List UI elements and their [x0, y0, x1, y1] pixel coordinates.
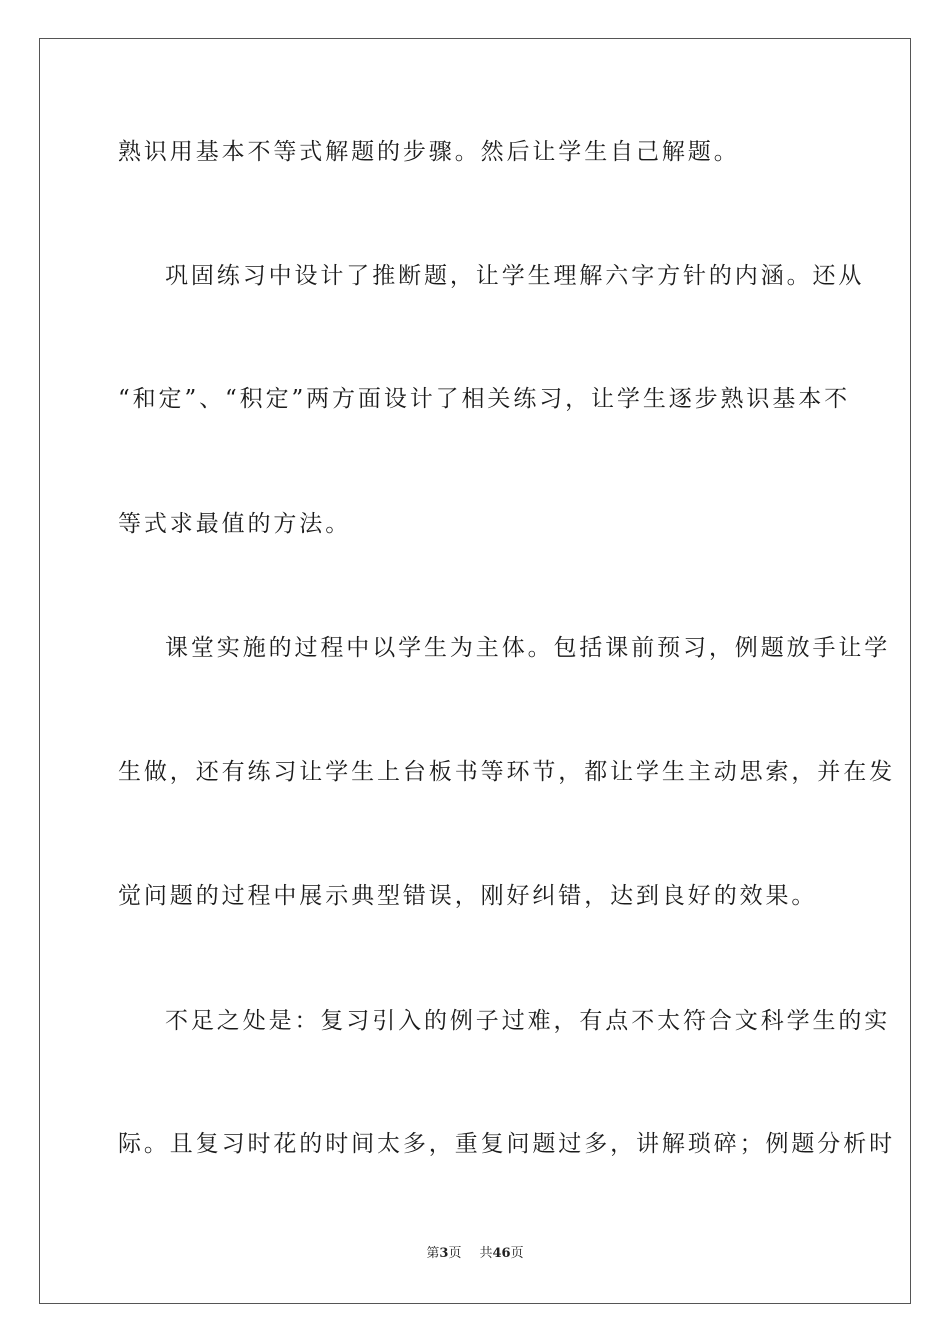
text-line-8: 不足之处是：复习引入的例子过难，有点不太符合文科学生的实 — [165, 1008, 891, 1034]
text-line-6: 生做，还有练习让学生上台板书等环节，都让学生主动思索，并在发 — [118, 759, 895, 785]
page-prefix: 第 — [426, 1246, 440, 1261]
total-pages: 46 — [492, 1246, 511, 1261]
page-border — [39, 38, 911, 1304]
text-line-9: 际。且复习时花的时间太多，重复问题过多，讲解琐碎；例题分析时 — [118, 1131, 895, 1157]
page-footer — [0, 1245, 950, 1263]
text-line-2: 巩固练习中设计了推断题，让学生理解六字方针的内涵。还从 — [165, 263, 865, 289]
text-line-1: 熟识用基本不等式解题的步骤。然后让学生自己解题。 — [118, 139, 740, 165]
text-line-3: “和定”、“积定”两方面设计了相关练习，让学生逐步熟识基本不 — [118, 386, 851, 412]
text-line-4: 等式求最值的方法。 — [118, 511, 352, 537]
total-prefix: 共 — [479, 1246, 493, 1261]
total-suffix: 页 — [510, 1246, 524, 1261]
page-number: 3 — [439, 1246, 449, 1261]
page-suffix: 页 — [448, 1246, 462, 1261]
text-line-5: 课堂实施的过程中以学生为主体。包括课前预习，例题放手让学 — [165, 635, 891, 661]
text-line-7: 觉问题的过程中展示典型错误，刚好纠错，达到良好的效果。 — [118, 883, 818, 909]
